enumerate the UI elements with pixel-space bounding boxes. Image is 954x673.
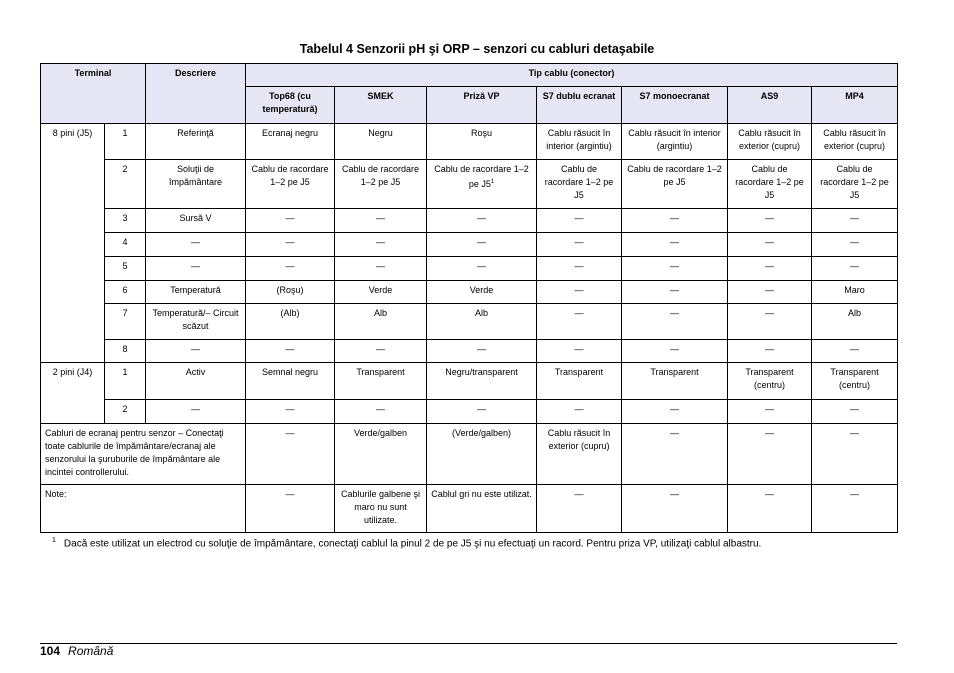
table-cell xyxy=(335,400,427,424)
desc-cell: — xyxy=(146,233,246,257)
table-cell xyxy=(427,340,537,363)
cell-text: — xyxy=(670,213,679,223)
desc-cell: Activ xyxy=(146,363,246,400)
cell-text: — xyxy=(574,344,584,354)
table-cell xyxy=(728,304,812,340)
table-cell xyxy=(812,363,898,400)
cell-text: — xyxy=(376,261,385,271)
cable-table xyxy=(40,63,898,533)
cell-text: Negru/transparent xyxy=(445,367,518,377)
pin-cell: 6 xyxy=(105,281,146,304)
table-cell xyxy=(537,233,622,257)
table-cell xyxy=(246,340,335,363)
cell-text: — xyxy=(670,344,679,354)
cell-text: Alb xyxy=(474,308,488,318)
table-cell xyxy=(728,340,812,363)
cell-text: (Alb) xyxy=(280,308,300,318)
cell-text: — xyxy=(850,237,859,247)
cell-text: — xyxy=(574,285,584,295)
table-cell: — xyxy=(728,485,812,533)
cell-text: — xyxy=(574,308,584,318)
table-cell xyxy=(335,233,427,257)
group-label: 2 pini (J4) xyxy=(41,363,105,424)
header-col: Priză VP xyxy=(427,87,537,124)
cell-text: — xyxy=(574,261,584,271)
cell-text: Transparent (centru) xyxy=(830,367,879,390)
table-cell: Cablu răsucit în exterior (cupru) xyxy=(537,424,622,485)
cell-text: Cablu răsucit în interior (argintiu) xyxy=(546,128,612,151)
table-cell xyxy=(335,257,427,281)
table-cell xyxy=(246,400,335,424)
cell-text: — xyxy=(285,213,295,223)
table-row xyxy=(41,233,898,257)
cell-text: — xyxy=(765,237,774,247)
table-cell xyxy=(427,124,537,160)
pin-cell: 3 xyxy=(105,209,146,233)
table-cell xyxy=(335,340,427,363)
table-cell xyxy=(246,209,335,233)
table-cell xyxy=(812,160,898,209)
cell-text: Cablu de racordare 1–2 pe J5 xyxy=(820,164,889,200)
table-row xyxy=(41,304,898,340)
table-cell xyxy=(246,304,335,340)
header-terminal: Terminal xyxy=(41,64,146,124)
cell-text: — xyxy=(670,404,679,414)
header-tip-cablu: Tip cablu (conector) xyxy=(246,64,898,87)
table-cell: — xyxy=(622,424,728,485)
table-cell xyxy=(622,257,728,281)
table-row xyxy=(41,400,898,424)
cell-text: — xyxy=(477,261,486,271)
table-cell xyxy=(728,257,812,281)
table-cell xyxy=(427,281,537,304)
desc-cell: — xyxy=(146,257,246,281)
table-cell xyxy=(622,124,728,160)
table-cell xyxy=(622,400,728,424)
cell-text: — xyxy=(574,404,584,414)
cell-text: — xyxy=(574,237,584,247)
table-cell: Cablurile galbene şi maro nu sunt utilizate. xyxy=(335,485,427,533)
page-footer xyxy=(40,644,113,658)
cell-text: — xyxy=(477,344,486,354)
table-cell xyxy=(812,340,898,363)
table-cell xyxy=(427,209,537,233)
table-cell xyxy=(335,304,427,340)
cell-text: Cablu de racordare 1–2 pe J5 xyxy=(544,164,614,200)
header-col: MP4 xyxy=(812,87,898,124)
table-cell xyxy=(537,304,622,340)
cell-text: — xyxy=(285,261,295,271)
cell-text: — xyxy=(765,261,774,271)
cell-text: Cablu de racordare 1–2 pe J5 xyxy=(251,164,329,187)
table-cell xyxy=(427,363,537,400)
cell-text: Cablu răsucit în interior (argintiu) xyxy=(628,128,721,151)
table-cell: — xyxy=(246,485,335,533)
cell-text: — xyxy=(477,213,486,223)
desc-cell: Sursă V xyxy=(146,209,246,233)
pin-cell: 2 xyxy=(105,160,146,209)
cell-text: Ecranaj negru xyxy=(261,128,319,138)
table-cell xyxy=(246,124,335,160)
header-col: Top68 (cu temperatură) xyxy=(246,87,335,124)
table-cell xyxy=(622,281,728,304)
table-cell xyxy=(427,257,537,281)
pin-cell: 8 xyxy=(105,340,146,363)
table-cell xyxy=(728,233,812,257)
table-cell: — xyxy=(246,424,335,485)
table-cell: Cablul gri nu este utilizat. xyxy=(427,485,537,533)
cell-text: Roşu xyxy=(470,128,492,138)
table-cell xyxy=(537,281,622,304)
footnote-mark: 1 xyxy=(52,537,56,544)
table-cell xyxy=(427,160,537,209)
cell-text: Verde xyxy=(368,285,393,295)
table-title: Tabelul 4 Senzorii pH şi ORP – senzori cu cabluri detaşabile xyxy=(299,42,655,56)
table-cell xyxy=(812,400,898,424)
table-cell xyxy=(622,233,728,257)
desc-cell: Temperatură xyxy=(146,281,246,304)
table-row xyxy=(41,257,898,281)
cell-text: — xyxy=(376,344,385,354)
cell-text: — xyxy=(285,404,295,414)
cell-text: Cablu de racordare 1–2 pe J5 xyxy=(735,164,804,200)
cell-text: — xyxy=(285,237,295,247)
table-cell xyxy=(622,363,728,400)
table-cell xyxy=(246,363,335,400)
cell-text: — xyxy=(850,404,859,414)
footnote-text: Dacă este utilizat un electrod cu soluţie de împământare, conectaţi cablul la pinul 2 de pe J5 şi nu efectuaţi un racord. Pentru priza VP, utilizaţi cablul albastru. xyxy=(63,538,762,550)
cell-text: Cablu de racordare 1–2 pe J5 xyxy=(434,164,529,189)
desc-cell: Soluţii de împământare xyxy=(146,160,246,209)
table-cell xyxy=(812,281,898,304)
table-cell xyxy=(812,304,898,340)
cell-text: Alb xyxy=(848,308,862,318)
pin-cell: 5 xyxy=(105,257,146,281)
cell-text: — xyxy=(285,344,295,354)
note-row-label: Note: xyxy=(41,485,246,533)
table-cell xyxy=(812,209,898,233)
desc-cell: — xyxy=(146,400,246,424)
header-descriere: Descriere xyxy=(146,64,246,124)
cell-text: Transparent xyxy=(650,367,699,377)
cell-text: — xyxy=(376,213,385,223)
header-col: S7 monoecranat xyxy=(622,87,728,124)
table-cell xyxy=(335,209,427,233)
table-cell xyxy=(537,400,622,424)
table-cell xyxy=(246,281,335,304)
table-cell: — xyxy=(537,485,622,533)
table-cell: — xyxy=(812,424,898,485)
table-cell: Verde/galben xyxy=(335,424,427,485)
table-cell: — xyxy=(622,485,728,533)
header-col: AS9 xyxy=(728,87,812,124)
cell-text: — xyxy=(574,213,584,223)
table-cell xyxy=(728,209,812,233)
cell-text: — xyxy=(670,308,679,318)
table-cell xyxy=(622,209,728,233)
table-cell xyxy=(537,160,622,209)
cell-text: Cablu de racordare 1–2 pe J5 xyxy=(341,164,420,187)
footer-language: Română xyxy=(68,644,114,658)
cell-text: Alb xyxy=(373,308,387,318)
header-col: S7 dublu ecranat xyxy=(537,87,622,124)
table-cell xyxy=(246,257,335,281)
table-cell xyxy=(537,209,622,233)
cell-text: — xyxy=(376,237,385,247)
pin-cell: 1 xyxy=(105,124,146,160)
table-cell xyxy=(812,233,898,257)
cell-text: — xyxy=(765,285,774,295)
header-col: SMEK xyxy=(335,87,427,124)
pin-cell: 2 xyxy=(105,400,146,424)
table-body xyxy=(41,124,898,533)
cell-text: — xyxy=(477,404,486,414)
table-cell xyxy=(335,160,427,209)
cell-text: Cablu răsucit în exterior (cupru) xyxy=(738,128,801,151)
desc-cell: Referinţă xyxy=(146,124,246,160)
table-cell xyxy=(335,281,427,304)
cell-text: Negru xyxy=(368,128,393,138)
table-cell xyxy=(537,363,622,400)
table-cell xyxy=(728,281,812,304)
desc-cell: Temperatură/– Circuit scăzut xyxy=(146,304,246,340)
cell-text: Semnal negru xyxy=(261,367,319,377)
note-row xyxy=(41,485,898,533)
table-cell xyxy=(728,400,812,424)
footer-divider xyxy=(40,643,897,644)
cell-text: — xyxy=(765,308,774,318)
table-row xyxy=(41,340,898,363)
cell-text: — xyxy=(850,344,859,354)
table-cell: (Verde/galben) xyxy=(427,424,537,485)
cell-text: Transparent xyxy=(356,367,405,377)
cell-text: Cablu de racordare 1–2 pe J5 xyxy=(627,164,722,187)
cell-text: — xyxy=(850,213,859,223)
table-cell xyxy=(246,233,335,257)
table-row xyxy=(41,281,898,304)
table-cell xyxy=(622,160,728,209)
pin-cell: 7 xyxy=(105,304,146,340)
table-cell xyxy=(427,304,537,340)
cell-text: Transparent xyxy=(554,367,604,377)
cell-text: — xyxy=(765,404,774,414)
cell-text: — xyxy=(765,344,774,354)
shield-row-label: Cabluri de ecranaj pentru senzor – Conectaţi toate cablurile de împământare/ecranaj ale senzorului la şuruburile de împământare ale incintei controllerului. xyxy=(41,424,246,485)
cell-text: (Roşu) xyxy=(276,285,304,295)
cell-text: Verde xyxy=(469,285,494,295)
cell-text: — xyxy=(670,237,679,247)
table-cell xyxy=(812,257,898,281)
cell-text: — xyxy=(477,237,486,247)
pin-cell: 4 xyxy=(105,233,146,257)
page-number: 104 xyxy=(40,644,61,658)
table-cell xyxy=(427,400,537,424)
table-cell: — xyxy=(812,485,898,533)
table-cell xyxy=(812,124,898,160)
cell-text: — xyxy=(850,261,859,271)
table-row xyxy=(41,160,898,209)
table-cell xyxy=(622,340,728,363)
table-cell xyxy=(537,257,622,281)
pin-cell: 1 xyxy=(105,363,146,400)
table-cell xyxy=(335,124,427,160)
cell-text: — xyxy=(376,404,385,414)
cell-text: — xyxy=(670,285,679,295)
cell-text: — xyxy=(670,261,679,271)
table-cell xyxy=(537,124,622,160)
group-label: 8 pini (J5) xyxy=(41,124,105,363)
table-cell xyxy=(537,340,622,363)
cell-text: Transparent (centru) xyxy=(745,367,794,390)
table-cell xyxy=(728,124,812,160)
table-cell xyxy=(728,363,812,400)
desc-cell: — xyxy=(146,340,246,363)
table-cell: — xyxy=(728,424,812,485)
table-cell xyxy=(427,233,537,257)
table-cell xyxy=(335,363,427,400)
cell-text: Cablu răsucit în exterior (cupru) xyxy=(823,128,886,151)
table-row xyxy=(41,124,898,160)
cell-text: — xyxy=(765,213,774,223)
footnote-ref: 1 xyxy=(490,179,495,185)
table-row xyxy=(41,209,898,233)
footnote xyxy=(52,537,761,549)
table-cell xyxy=(728,160,812,209)
shield-row xyxy=(41,424,898,485)
table-row xyxy=(41,363,898,400)
cell-text: Maro xyxy=(844,285,865,295)
table-cell xyxy=(622,304,728,340)
table-cell xyxy=(246,160,335,209)
